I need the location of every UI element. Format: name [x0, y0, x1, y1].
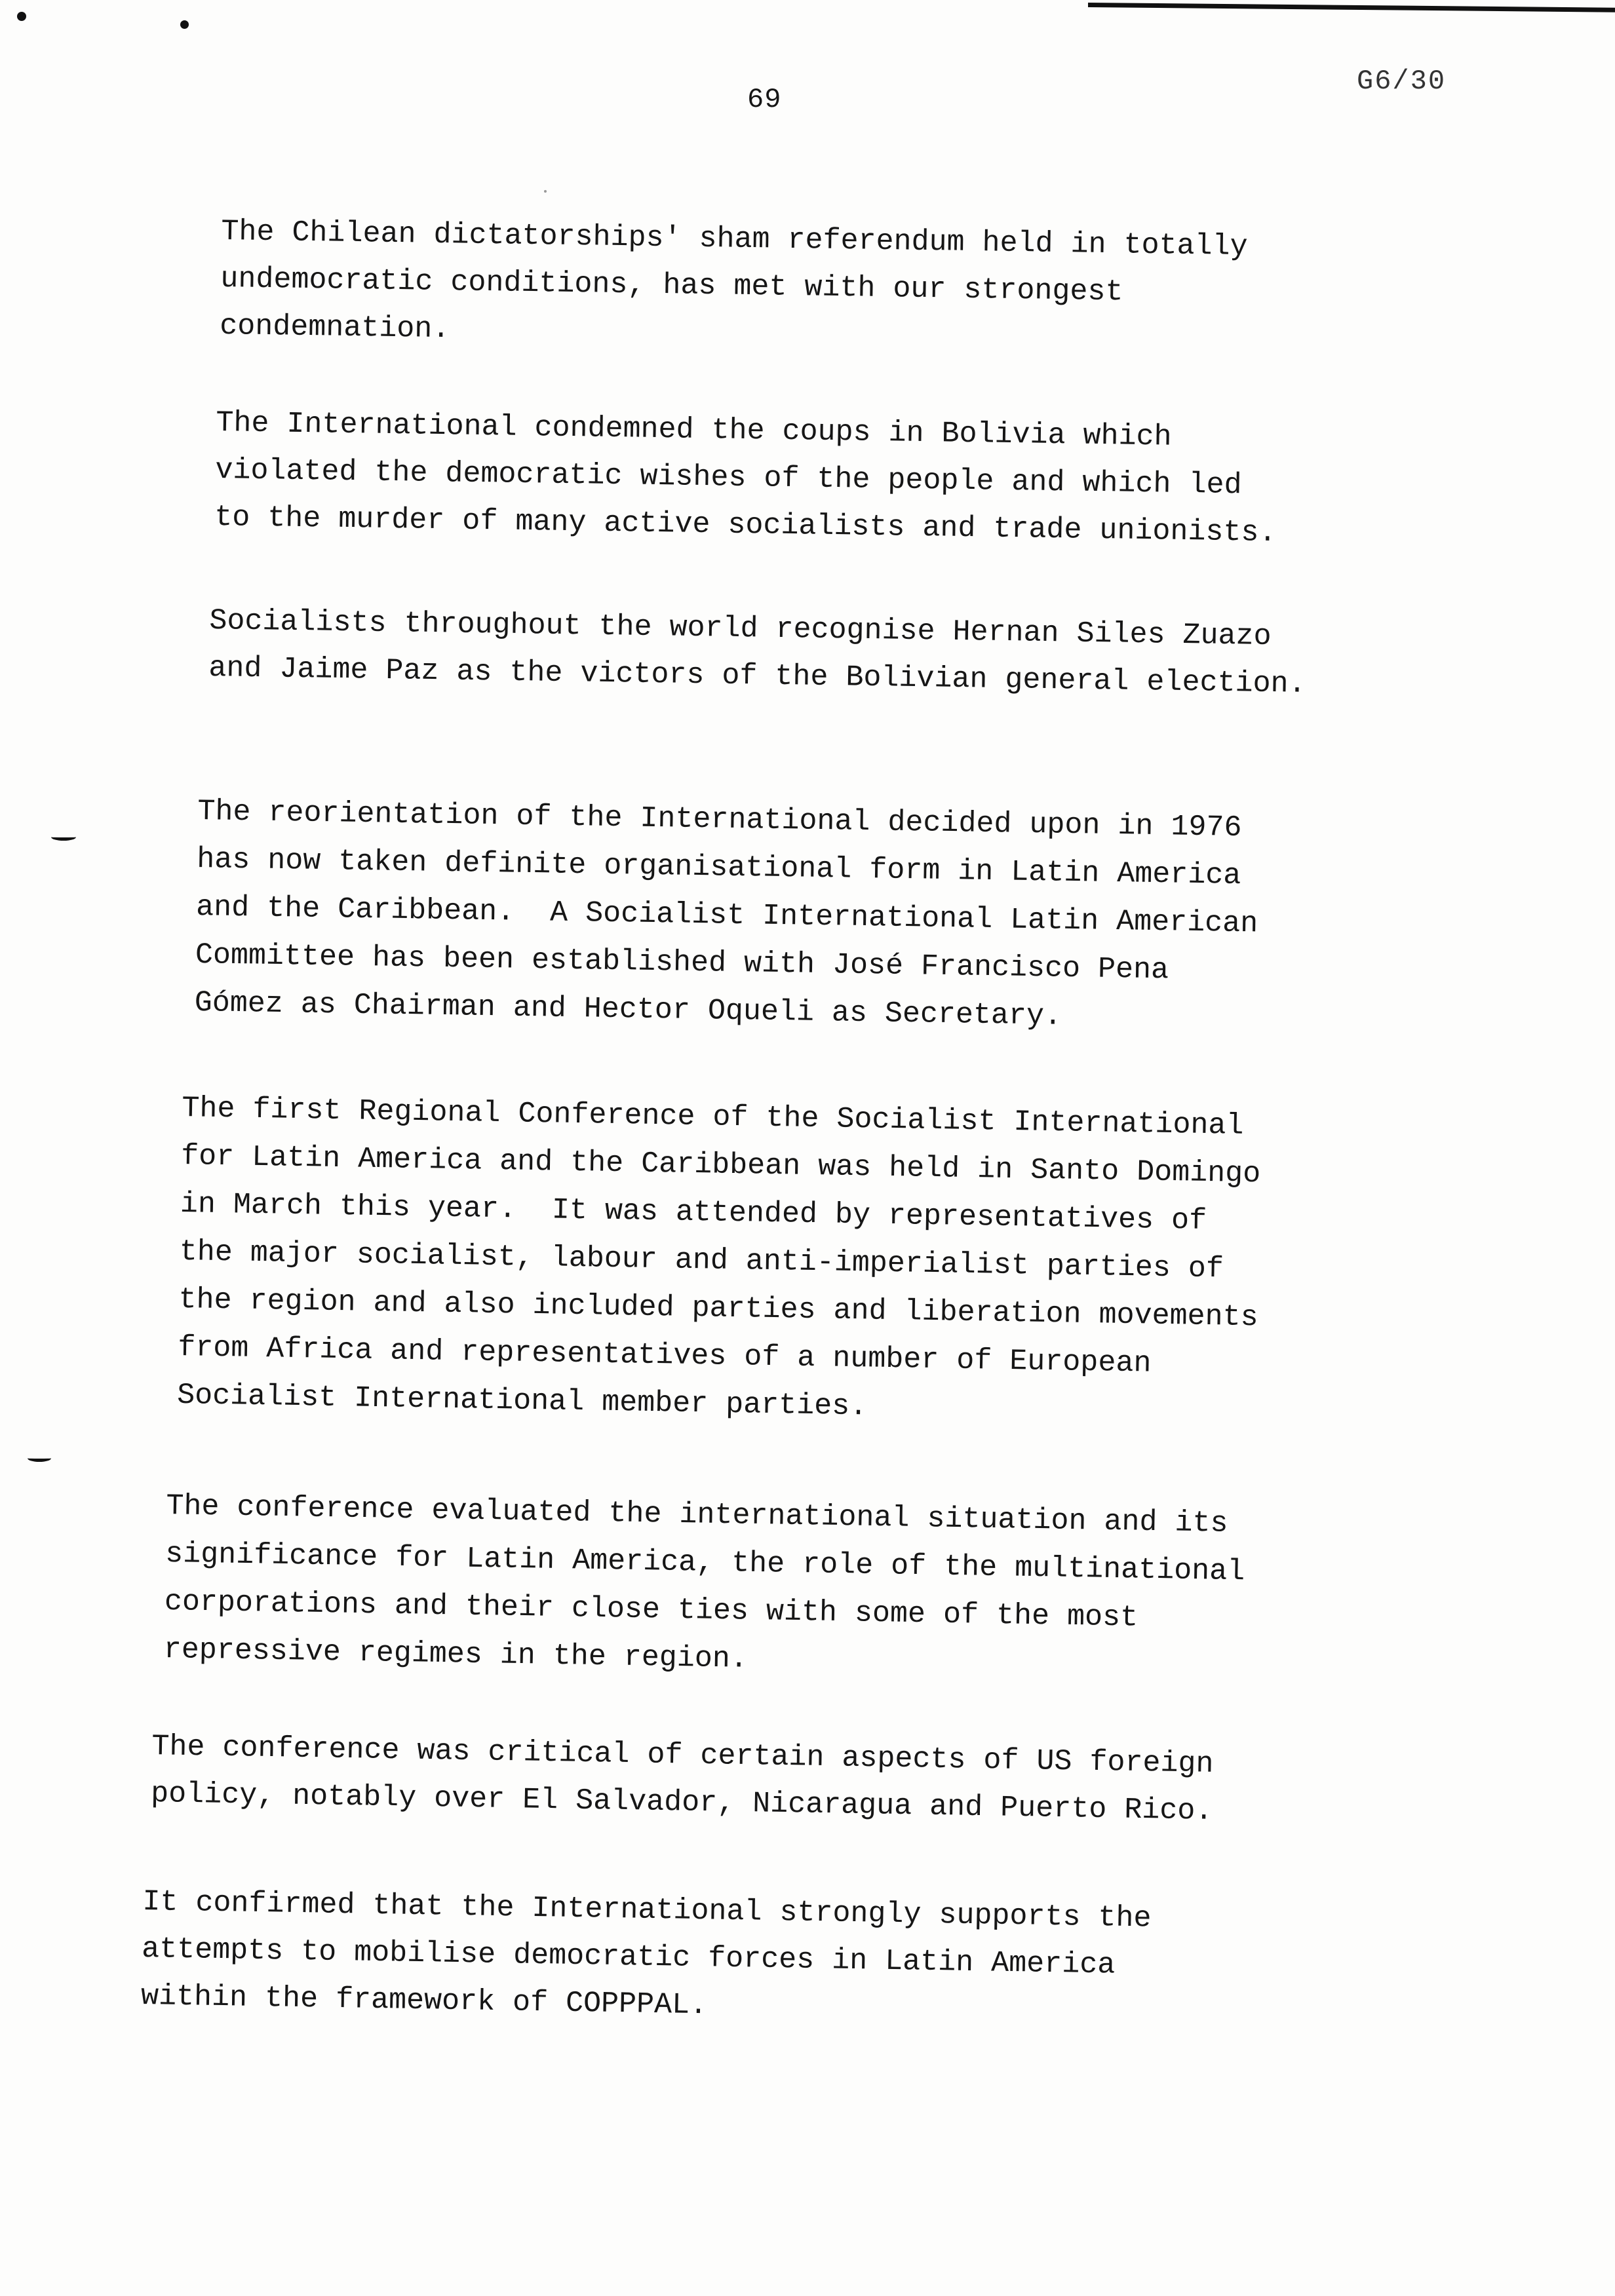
page-number: 69: [747, 84, 782, 115]
text-line: The reorientation of the International decided upon in 1976: [197, 794, 1242, 845]
text-line: the region and also included parties and liberation movements: [178, 1282, 1259, 1335]
text-line: violated the democratic wishes of the people and which led: [215, 453, 1242, 503]
text-line: the major socialist, labour and anti-imperialist parties of: [179, 1234, 1224, 1286]
text-line: The conference was critical of certain aspects of US foreign: [151, 1729, 1214, 1781]
text-line: condemnation.: [219, 309, 450, 347]
margin-mark: [28, 1455, 51, 1462]
text-line: policy, notably over El Salvador, Nicaragua and Puerto Rico.: [150, 1776, 1213, 1828]
scan-speck: [17, 12, 26, 21]
paragraph-reorientation: [194, 788, 1260, 1043]
paragraph-us-policy: [151, 1723, 1214, 1835]
text-line: and the Caribbean. A Socialist International Latin American: [195, 890, 1258, 941]
text-line: Socialist International member parties.: [176, 1378, 868, 1424]
text-line: in March this year. It was attended by representatives of: [180, 1187, 1207, 1238]
text-line: undemocratic conditions, has met with our strongest: [220, 261, 1123, 309]
text-line: significance for Latin America, the role of the multinational: [165, 1537, 1245, 1589]
top-edge-rule: [1088, 0, 1615, 14]
text-line: has now taken definite organisational form in Latin America: [196, 842, 1241, 893]
paragraph-copppal: [140, 1879, 1152, 2037]
text-line: It confirmed that the International strongly supports the: [142, 1885, 1152, 1936]
text-line: attempts to mobilise democratic forces in Latin America: [141, 1932, 1116, 1982]
text-line: within the framework of COPPPAL.: [140, 1979, 708, 2023]
text-line: The Chilean dictatorships' sham referendum held in totally: [221, 214, 1248, 264]
text-line: Committee has been established with José Francisco Pena: [195, 938, 1169, 987]
text-line: The International condemned the coups in Bolivia which: [216, 406, 1172, 454]
paragraph-conference-evaluation: [163, 1482, 1246, 1691]
text-line: repressive regimes in the region.: [163, 1632, 749, 1676]
text-line: from Africa and representatives of a number of European: [177, 1330, 1152, 1381]
text-line: and Jaime Paz as the victors of the Bolivian general election.: [208, 651, 1306, 701]
paragraph-bolivian-election: [208, 598, 1307, 708]
text-line: Socialists throughout the world recognise Hernan Siles Zuazo: [209, 603, 1272, 654]
paragraph-chile-referendum: [220, 208, 1248, 365]
document-reference: G6/30: [1357, 66, 1447, 97]
margin-mark: [51, 833, 76, 841]
scan-speck: [180, 20, 189, 29]
rule-bar: [1088, 3, 1615, 12]
text-line: The first Regional Conference of the Socialist International: [181, 1091, 1244, 1143]
text-line: to the murder of many active socialists and trade unionists.: [214, 500, 1277, 550]
text-line: for Latin America and the Caribbean was held in Santo Domingo: [180, 1139, 1261, 1191]
text-line: corporations and their close ties with some of the most: [164, 1584, 1138, 1635]
text-line: Gómez as Chairman and Hector Oqueli as Secretary.: [194, 985, 1062, 1033]
text-line: The conference evaluated the international situation and its: [165, 1489, 1228, 1540]
scan-dot: [544, 190, 547, 193]
paragraph-bolivia-coups: [214, 400, 1278, 557]
paragraph-regional-conference: [177, 1084, 1262, 1437]
